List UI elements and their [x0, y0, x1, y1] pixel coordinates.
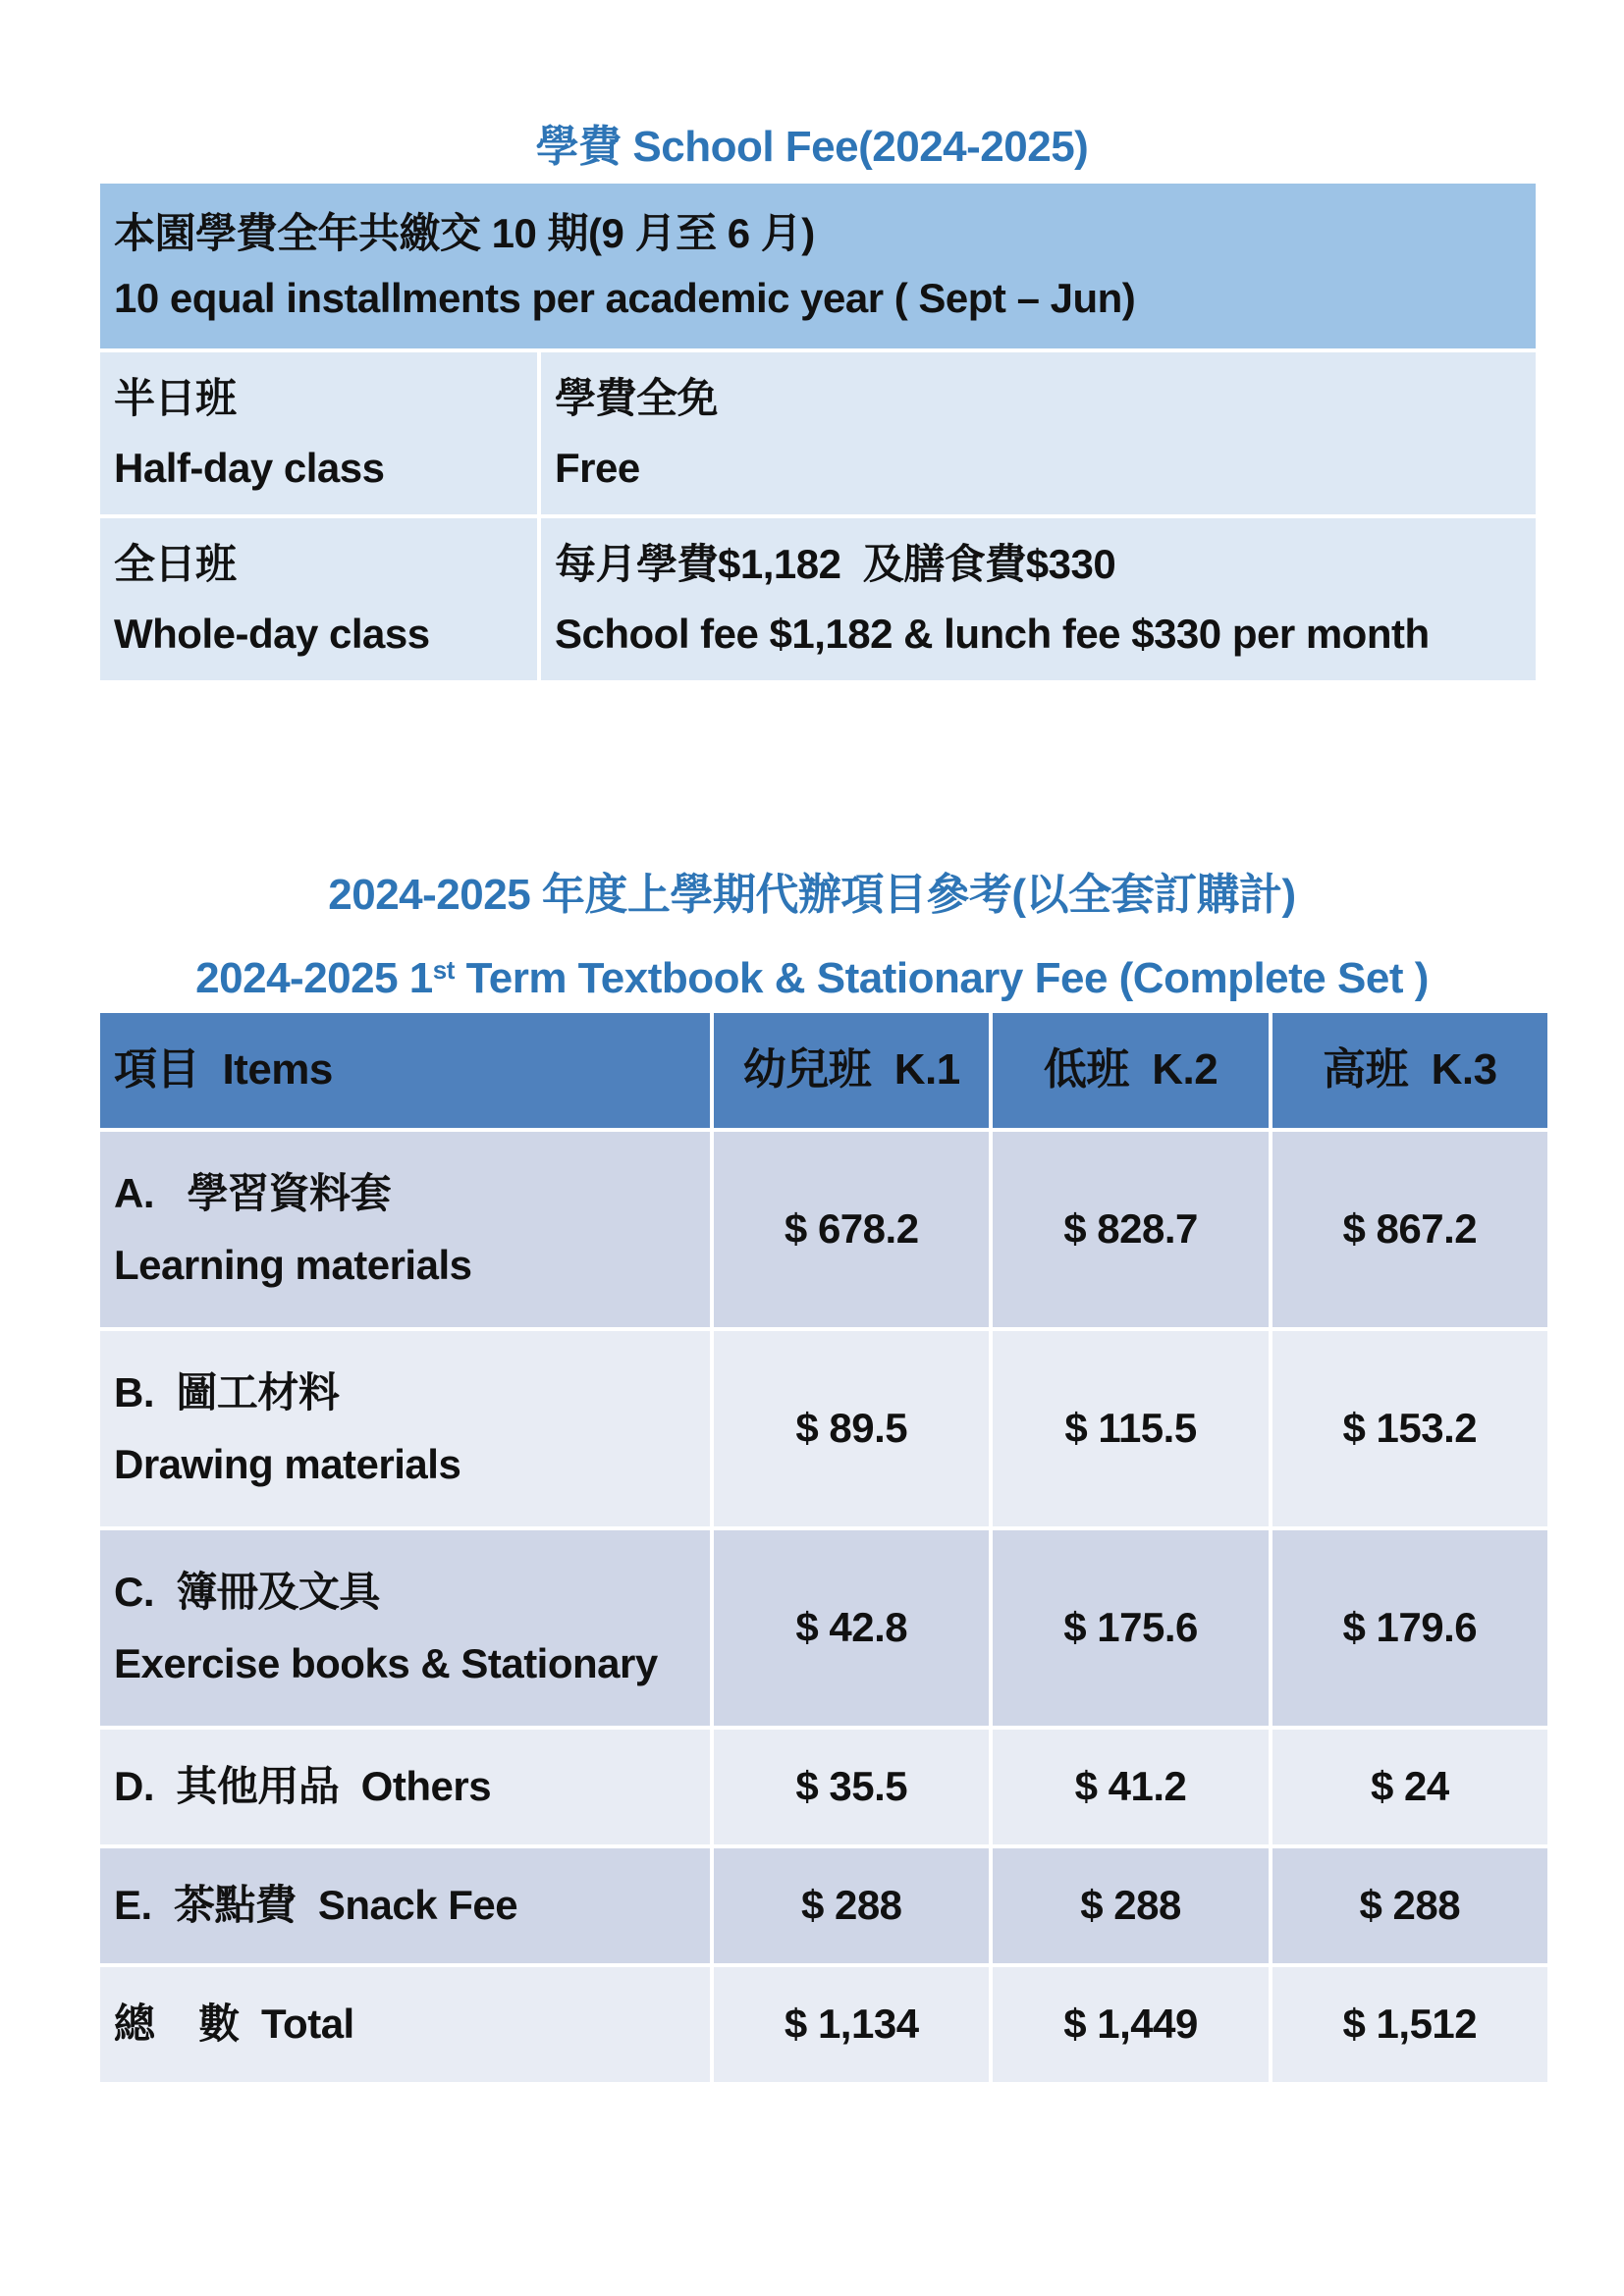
- fee-cell-whole-day: [541, 518, 1536, 680]
- k2-price: $ 175.6: [993, 1530, 1268, 1726]
- header-k1: 幼兒班 K.1: [714, 1013, 989, 1128]
- item-label-zh: A. 學習資料套: [114, 1170, 392, 1217]
- class-cell-half-day: [100, 352, 537, 514]
- items-fee-table: [96, 1009, 1551, 2086]
- k3-price: $ 179.6: [1272, 1530, 1547, 1726]
- class-name-en: Whole-day class: [114, 610, 430, 657]
- title-en-suffix: Term Textbook & Stationary Fee (Complete Set ): [454, 954, 1429, 1002]
- table-row: [100, 1331, 1547, 1526]
- fee-text-zh: 每月學費$1,182 及膳食費$330: [555, 541, 1116, 588]
- k2-price: $ 115.5: [993, 1331, 1268, 1526]
- header-items: 項目 Items: [100, 1013, 710, 1128]
- table-row: [100, 352, 1536, 514]
- header-k3: 高班 K.3: [1272, 1013, 1547, 1128]
- item-label-cell: E. 茶點費 Snack Fee: [100, 1848, 710, 1963]
- item-label-zh: B. 圖工材料: [114, 1369, 340, 1416]
- k3-price: $ 867.2: [1272, 1132, 1547, 1327]
- k2-price: $ 41.2: [993, 1730, 1268, 1844]
- fee-cell-half-day: [541, 352, 1536, 514]
- k1-price: $ 42.8: [714, 1530, 989, 1726]
- class-name-en: Half-day class: [114, 444, 385, 491]
- item-label-cell: [100, 1331, 710, 1526]
- table-row: [100, 1530, 1547, 1726]
- fee-text-zh: 學費全免: [555, 375, 719, 422]
- item-label-en: Drawing materials: [114, 1440, 461, 1487]
- table-row: [100, 1132, 1547, 1327]
- item-label-en: Exercise books & Stationary: [114, 1639, 658, 1686]
- k1-price: $ 89.5: [714, 1331, 989, 1526]
- class-cell-whole-day: [100, 518, 537, 680]
- k3-price: $ 153.2: [1272, 1331, 1547, 1526]
- school-fee-title: 學費 School Fee(2024-2025): [535, 123, 1089, 171]
- header-k2: 低班 K.2: [993, 1013, 1268, 1128]
- items-table-header: [100, 1013, 1547, 1128]
- k2-price: $ 288: [993, 1848, 1268, 1963]
- installments-text-zh: 本園學費全年共繳交 10 期(9 月至 6 月): [114, 209, 815, 256]
- item-label-cell: [100, 1132, 710, 1327]
- class-name-zh: 全日班: [114, 541, 237, 588]
- school-fee-header-cell: [100, 184, 1536, 348]
- fee-text-en: School fee $1,182 & lunch fee $330 per month: [555, 610, 1430, 657]
- k3-price: $ 24: [1272, 1730, 1547, 1844]
- k3-price: $ 288: [1272, 1848, 1547, 1963]
- total-row: [100, 1967, 1547, 2082]
- k1-price: $ 288: [714, 1848, 989, 1963]
- item-label-cell: D. 其他用品 Others: [100, 1730, 710, 1844]
- installments-text-en: 10 equal installments per academic year ( Sept – Jun): [114, 275, 1136, 321]
- class-name-zh: 半日班: [114, 375, 237, 422]
- k2-total: $ 1,449: [993, 1967, 1268, 2082]
- table-row: [100, 518, 1536, 680]
- k1-price: $ 678.2: [714, 1132, 989, 1327]
- item-label-en: Learning materials: [114, 1241, 472, 1288]
- items-fee-title-en: [0, 949, 1624, 1008]
- school-fee-table-header: [100, 184, 1536, 348]
- title-en-prefix: 2024-2025 1: [195, 954, 433, 1002]
- fee-text-en: Free: [555, 444, 640, 491]
- table-row: [100, 1848, 1547, 1963]
- school-fee-table: [96, 180, 1540, 684]
- k3-total: $ 1,512: [1272, 1967, 1547, 2082]
- item-label-zh: C. 簿冊及文具: [114, 1569, 380, 1616]
- k1-price: $ 35.5: [714, 1730, 989, 1844]
- item-label-cell: [100, 1530, 710, 1726]
- k2-price: $ 828.7: [993, 1132, 1268, 1327]
- total-label-cell: 總 數 Total: [100, 1967, 710, 2082]
- title-en-superscript: st: [432, 955, 455, 985]
- items-fee-title-zh: 2024-2025 年度上學期代辦項目參考(以全套訂購計): [328, 871, 1296, 919]
- table-row: [100, 1730, 1547, 1844]
- k1-total: $ 1,134: [714, 1967, 989, 2082]
